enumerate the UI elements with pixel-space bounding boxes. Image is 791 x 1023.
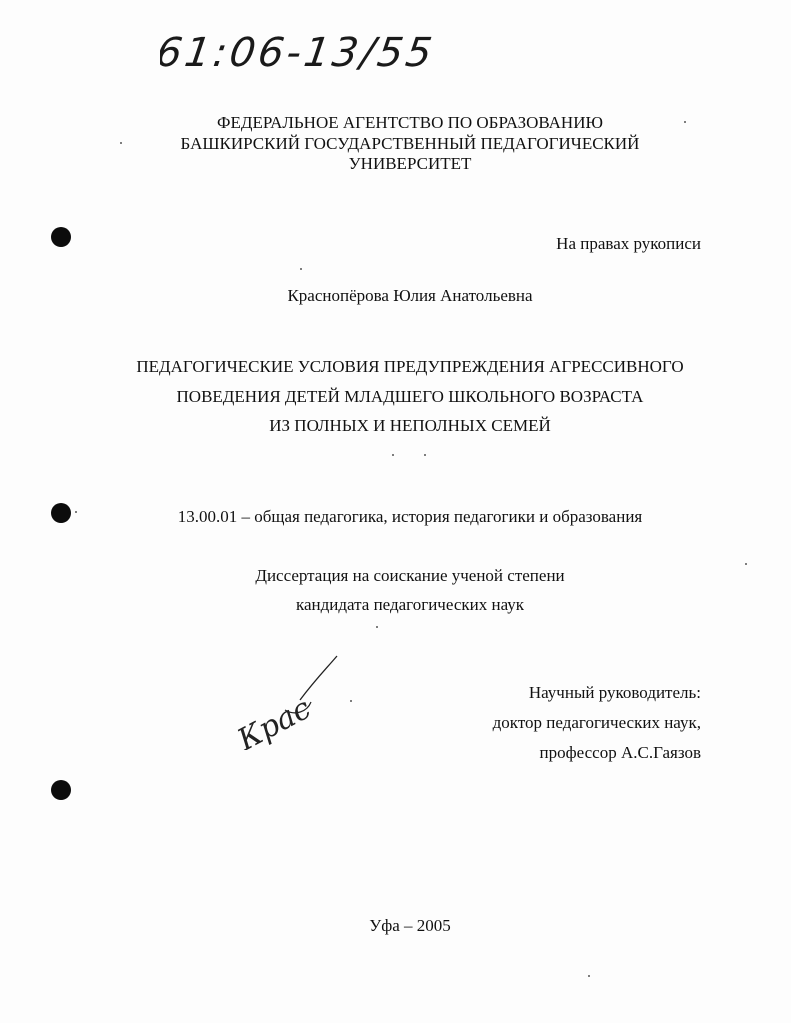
title-line-2: ПОВЕДЕНИЯ ДЕТЕЙ МЛАДШЕГО ШКОЛЬНОГО ВОЗРАСТА (176, 387, 644, 406)
degree-line-2: кандидата педагогических наук (295, 595, 525, 614)
manuscript-note: На правах рукописи (556, 234, 701, 253)
archive-number-text: 61:06-13/55 (160, 30, 438, 76)
organization-line-2: БАШКИРСКИЙ ГОСУДАРСТВЕННЫЙ ПЕДАГОГИЧЕСКИЙ (180, 134, 640, 153)
scan-speck (350, 700, 352, 702)
scan-speck (684, 121, 686, 123)
scan-speck (424, 454, 426, 456)
scan-speck (300, 268, 302, 270)
author-name: Краснопёрова Юлия Анатольевна (287, 286, 533, 305)
specialty: 13.00.01 – общая педагогика, история педагогики и образования (177, 507, 643, 526)
supervisor-label: Научный руководитель: (528, 683, 701, 702)
archive-number (160, 14, 460, 84)
scan-speck (376, 626, 378, 628)
punch-hole-top (51, 227, 71, 247)
signature-text: Крас (232, 690, 317, 750)
title-line-3: ИЗ ПОЛНЫХ И НЕПОЛНЫХ СЕМЕЙ (269, 416, 551, 435)
scan-speck (392, 454, 394, 456)
degree-line-1: Диссертация на соискание ученой степени (255, 566, 565, 585)
scan-speck (588, 975, 590, 977)
title-line-1: ПЕДАГОГИЧЕСКИЕ УСЛОВИЯ ПРЕДУПРЕЖДЕНИЯ АГРЕССИВНОГО (136, 357, 684, 376)
scan-speck (75, 511, 77, 513)
punch-hole-bottom (51, 780, 71, 800)
punch-hole-middle (51, 503, 71, 523)
supervisor-name: профессор А.С.Гаязов (539, 743, 701, 762)
city-year: Уфа – 2005 (369, 916, 451, 935)
supervisor-degree: доктор педагогических наук, (492, 713, 701, 732)
scan-speck (120, 142, 122, 144)
organization-line-1: ФЕДЕРАЛЬНОЕ АГЕНТСТВО ПО ОБРАЗОВАНИЮ (217, 113, 603, 132)
organization-line-3: УНИВЕРСИТЕТ (348, 154, 472, 173)
handwritten-signature (215, 650, 355, 750)
scan-speck (745, 563, 747, 565)
